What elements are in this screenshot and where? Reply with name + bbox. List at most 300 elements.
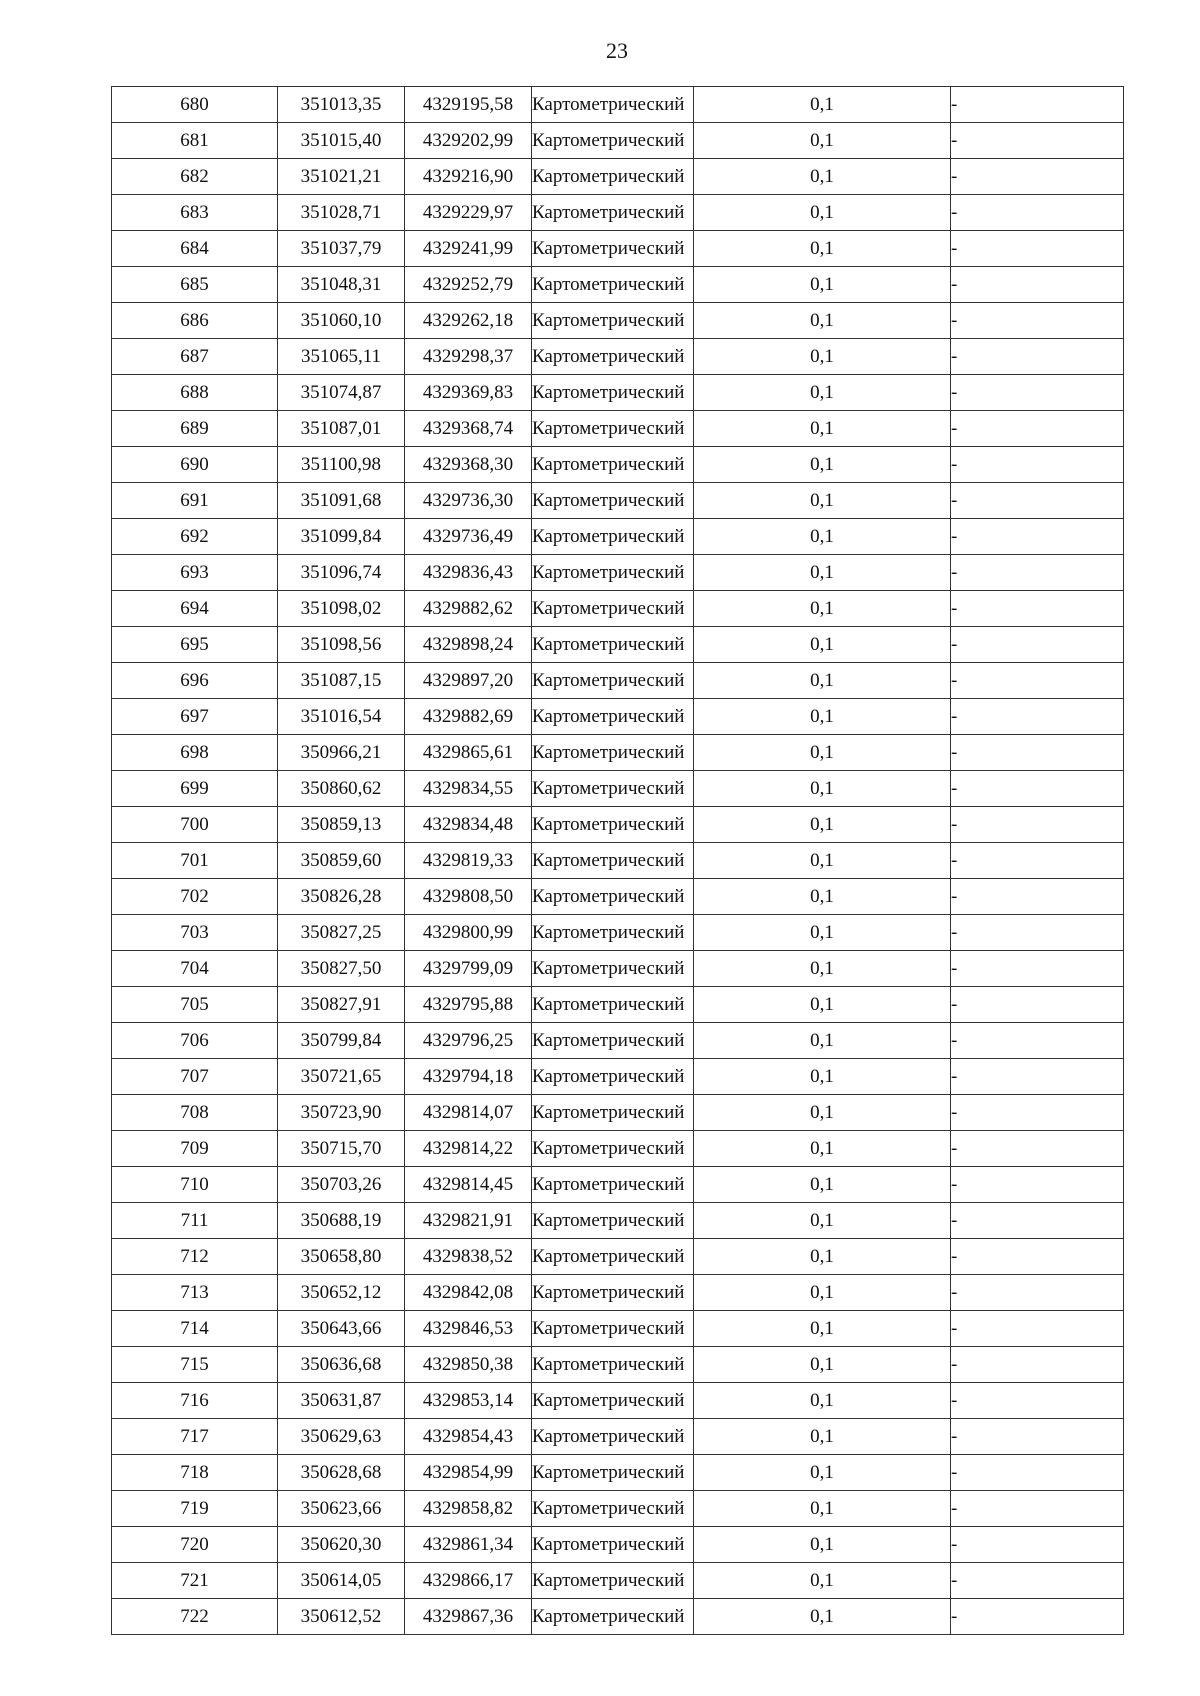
coordinates-table-body [112,87,1124,1635]
method-cell: Картометрический [532,1491,694,1527]
description-cell: - [951,1059,1124,1095]
method-cell: Картометрический [532,807,694,843]
table-row [112,1023,1124,1059]
description-cell: - [951,771,1124,807]
accuracy-cell: 0,1 [694,591,951,627]
y-coordinate-cell: 4329898,24 [405,627,532,663]
description-cell: - [951,1203,1124,1239]
method-cell: Картометрический [532,627,694,663]
y-coordinate-cell: 4329814,22 [405,1131,532,1167]
point-number-cell: 718 [112,1455,278,1491]
point-number-cell: 702 [112,879,278,915]
x-coordinate-cell: 351021,21 [278,159,405,195]
table-row [112,1599,1124,1635]
y-coordinate-cell: 4329882,69 [405,699,532,735]
table-row [112,735,1124,771]
point-number-cell: 696 [112,663,278,699]
method-cell: Картометрический [532,87,694,123]
method-cell: Картометрический [532,663,694,699]
point-number-cell: 690 [112,447,278,483]
table-row [112,1203,1124,1239]
y-coordinate-cell: 4329854,43 [405,1419,532,1455]
table-row [112,1311,1124,1347]
table-row [112,699,1124,735]
accuracy-cell: 0,1 [694,123,951,159]
point-number-cell: 711 [112,1203,278,1239]
method-cell: Картометрический [532,699,694,735]
method-cell: Картометрический [532,555,694,591]
description-cell: - [951,699,1124,735]
table-row [112,447,1124,483]
y-coordinate-cell: 4329368,30 [405,447,532,483]
point-number-cell: 684 [112,231,278,267]
method-cell: Картометрический [532,951,694,987]
description-cell: - [951,195,1124,231]
accuracy-cell: 0,1 [694,411,951,447]
y-coordinate-cell: 4329867,36 [405,1599,532,1635]
y-coordinate-cell: 4329216,90 [405,159,532,195]
coordinates-table [111,86,1124,1635]
method-cell: Картометрический [532,1527,694,1563]
point-number-cell: 693 [112,555,278,591]
point-number-cell: 698 [112,735,278,771]
y-coordinate-cell: 4329794,18 [405,1059,532,1095]
y-coordinate-cell: 4329368,74 [405,411,532,447]
table-row [112,1455,1124,1491]
x-coordinate-cell: 350859,60 [278,843,405,879]
table-row [112,807,1124,843]
y-coordinate-cell: 4329814,45 [405,1167,532,1203]
description-cell: - [951,1455,1124,1491]
table-row [112,1491,1124,1527]
description-cell: - [951,339,1124,375]
accuracy-cell: 0,1 [694,1095,951,1131]
description-cell: - [951,231,1124,267]
point-number-cell: 694 [112,591,278,627]
x-coordinate-cell: 350715,70 [278,1131,405,1167]
method-cell: Картометрический [532,1599,694,1635]
y-coordinate-cell: 4329808,50 [405,879,532,915]
y-coordinate-cell: 4329229,97 [405,195,532,231]
y-coordinate-cell: 4329796,25 [405,1023,532,1059]
y-coordinate-cell: 4329800,99 [405,915,532,951]
method-cell: Картометрический [532,1311,694,1347]
y-coordinate-cell: 4329795,88 [405,987,532,1023]
table-row [112,195,1124,231]
point-number-cell: 707 [112,1059,278,1095]
point-number-cell: 683 [112,195,278,231]
y-coordinate-cell: 4329866,17 [405,1563,532,1599]
description-cell: - [951,267,1124,303]
method-cell: Картометрический [532,123,694,159]
accuracy-cell: 0,1 [694,1563,951,1599]
y-coordinate-cell: 4329846,53 [405,1311,532,1347]
point-number-cell: 713 [112,1275,278,1311]
method-cell: Картометрический [532,591,694,627]
point-number-cell: 710 [112,1167,278,1203]
x-coordinate-cell: 351037,79 [278,231,405,267]
point-number-cell: 701 [112,843,278,879]
table-row [112,627,1124,663]
description-cell: - [951,1419,1124,1455]
point-number-cell: 688 [112,375,278,411]
description-cell: - [951,555,1124,591]
method-cell: Картометрический [532,1023,694,1059]
x-coordinate-cell: 351091,68 [278,483,405,519]
x-coordinate-cell: 350612,52 [278,1599,405,1635]
x-coordinate-cell: 351098,02 [278,591,405,627]
method-cell: Картометрический [532,843,694,879]
x-coordinate-cell: 351016,54 [278,699,405,735]
x-coordinate-cell: 350629,63 [278,1419,405,1455]
x-coordinate-cell: 350643,66 [278,1311,405,1347]
y-coordinate-cell: 4329195,58 [405,87,532,123]
table-row [112,879,1124,915]
x-coordinate-cell: 351096,74 [278,555,405,591]
description-cell: - [951,1167,1124,1203]
point-number-cell: 708 [112,1095,278,1131]
method-cell: Картометрический [532,771,694,807]
y-coordinate-cell: 4329202,99 [405,123,532,159]
accuracy-cell: 0,1 [694,1527,951,1563]
x-coordinate-cell: 351015,40 [278,123,405,159]
point-number-cell: 699 [112,771,278,807]
method-cell: Картометрический [532,1203,694,1239]
y-coordinate-cell: 4329897,20 [405,663,532,699]
point-number-cell: 695 [112,627,278,663]
accuracy-cell: 0,1 [694,555,951,591]
x-coordinate-cell: 350623,66 [278,1491,405,1527]
y-coordinate-cell: 4329819,33 [405,843,532,879]
table-row [112,1527,1124,1563]
point-number-cell: 722 [112,1599,278,1635]
table-row [112,1383,1124,1419]
point-number-cell: 697 [112,699,278,735]
point-number-cell: 712 [112,1239,278,1275]
point-number-cell: 704 [112,951,278,987]
table-row [112,1167,1124,1203]
accuracy-cell: 0,1 [694,627,951,663]
accuracy-cell: 0,1 [694,1239,951,1275]
accuracy-cell: 0,1 [694,663,951,699]
page-number: 23 [606,38,628,63]
table-row [112,123,1124,159]
point-number-cell: 719 [112,1491,278,1527]
description-cell: - [951,1491,1124,1527]
description-cell: - [951,375,1124,411]
x-coordinate-cell: 350827,91 [278,987,405,1023]
accuracy-cell: 0,1 [694,1203,951,1239]
accuracy-cell: 0,1 [694,1419,951,1455]
accuracy-cell: 0,1 [694,483,951,519]
x-coordinate-cell: 351098,56 [278,627,405,663]
description-cell: - [951,987,1124,1023]
accuracy-cell: 0,1 [694,1275,951,1311]
description-cell: - [951,843,1124,879]
x-coordinate-cell: 350966,21 [278,735,405,771]
accuracy-cell: 0,1 [694,807,951,843]
description-cell: - [951,1275,1124,1311]
x-coordinate-cell: 351060,10 [278,303,405,339]
accuracy-cell: 0,1 [694,87,951,123]
method-cell: Картометрический [532,1059,694,1095]
method-cell: Картометрический [532,1563,694,1599]
method-cell: Картометрический [532,159,694,195]
table-row [112,1131,1124,1167]
point-number-cell: 689 [112,411,278,447]
y-coordinate-cell: 4329838,52 [405,1239,532,1275]
accuracy-cell: 0,1 [694,1491,951,1527]
point-number-cell: 714 [112,1311,278,1347]
y-coordinate-cell: 4329882,62 [405,591,532,627]
table-row [112,375,1124,411]
description-cell: - [951,1347,1124,1383]
method-cell: Картометрический [532,1239,694,1275]
description-cell: - [951,1311,1124,1347]
table-row [112,843,1124,879]
accuracy-cell: 0,1 [694,843,951,879]
description-cell: - [951,519,1124,555]
y-coordinate-cell: 4329252,79 [405,267,532,303]
method-cell: Картометрический [532,303,694,339]
method-cell: Картометрический [532,915,694,951]
description-cell: - [951,1527,1124,1563]
x-coordinate-cell: 350826,28 [278,879,405,915]
point-number-cell: 685 [112,267,278,303]
table-row [112,411,1124,447]
method-cell: Картометрический [532,411,694,447]
y-coordinate-cell: 4329799,09 [405,951,532,987]
x-coordinate-cell: 351013,35 [278,87,405,123]
x-coordinate-cell: 350703,26 [278,1167,405,1203]
description-cell: - [951,1599,1124,1635]
description-cell: - [951,483,1124,519]
x-coordinate-cell: 350799,84 [278,1023,405,1059]
table-row [112,87,1124,123]
table-row [112,591,1124,627]
x-coordinate-cell: 351028,71 [278,195,405,231]
x-coordinate-cell: 350827,50 [278,951,405,987]
y-coordinate-cell: 4329736,49 [405,519,532,555]
accuracy-cell: 0,1 [694,1023,951,1059]
y-coordinate-cell: 4329241,99 [405,231,532,267]
x-coordinate-cell: 350636,68 [278,1347,405,1383]
accuracy-cell: 0,1 [694,1167,951,1203]
description-cell: - [951,1131,1124,1167]
accuracy-cell: 0,1 [694,447,951,483]
description-cell: - [951,1023,1124,1059]
accuracy-cell: 0,1 [694,519,951,555]
accuracy-cell: 0,1 [694,987,951,1023]
x-coordinate-cell: 351087,15 [278,663,405,699]
x-coordinate-cell: 350658,80 [278,1239,405,1275]
method-cell: Картометрический [532,1275,694,1311]
table-row [112,1347,1124,1383]
y-coordinate-cell: 4329853,14 [405,1383,532,1419]
point-number-cell: 717 [112,1419,278,1455]
y-coordinate-cell: 4329262,18 [405,303,532,339]
x-coordinate-cell: 351074,87 [278,375,405,411]
point-number-cell: 681 [112,123,278,159]
y-coordinate-cell: 4329814,07 [405,1095,532,1131]
x-coordinate-cell: 350859,13 [278,807,405,843]
point-number-cell: 692 [112,519,278,555]
y-coordinate-cell: 4329842,08 [405,1275,532,1311]
table-row [112,1419,1124,1455]
accuracy-cell: 0,1 [694,1383,951,1419]
point-number-cell: 715 [112,1347,278,1383]
x-coordinate-cell: 350628,68 [278,1455,405,1491]
point-number-cell: 691 [112,483,278,519]
x-coordinate-cell: 350652,12 [278,1275,405,1311]
accuracy-cell: 0,1 [694,231,951,267]
method-cell: Картометрический [532,267,694,303]
point-number-cell: 706 [112,1023,278,1059]
y-coordinate-cell: 4329369,83 [405,375,532,411]
accuracy-cell: 0,1 [694,879,951,915]
x-coordinate-cell: 351048,31 [278,267,405,303]
table-row [112,915,1124,951]
method-cell: Картометрический [532,1419,694,1455]
x-coordinate-cell: 350827,25 [278,915,405,951]
description-cell: - [951,1095,1124,1131]
method-cell: Картометрический [532,195,694,231]
description-cell: - [951,87,1124,123]
description-cell: - [951,591,1124,627]
point-number-cell: 721 [112,1563,278,1599]
method-cell: Картометрический [532,987,694,1023]
point-number-cell: 682 [112,159,278,195]
description-cell: - [951,627,1124,663]
table-row [112,1095,1124,1131]
y-coordinate-cell: 4329865,61 [405,735,532,771]
description-cell: - [951,159,1124,195]
accuracy-cell: 0,1 [694,1347,951,1383]
method-cell: Картометрический [532,1383,694,1419]
accuracy-cell: 0,1 [694,375,951,411]
method-cell: Картометрический [532,519,694,555]
description-cell: - [951,1563,1124,1599]
table-row [112,339,1124,375]
y-coordinate-cell: 4329858,82 [405,1491,532,1527]
accuracy-cell: 0,1 [694,1131,951,1167]
method-cell: Картометрический [532,375,694,411]
table-row [112,1275,1124,1311]
method-cell: Картометрический [532,1131,694,1167]
x-coordinate-cell: 351065,11 [278,339,405,375]
y-coordinate-cell: 4329736,30 [405,483,532,519]
table-row [112,951,1124,987]
table-row [112,987,1124,1023]
description-cell: - [951,915,1124,951]
accuracy-cell: 0,1 [694,951,951,987]
table-row [112,159,1124,195]
method-cell: Картометрический [532,1347,694,1383]
method-cell: Картометрический [532,231,694,267]
method-cell: Картометрический [532,1455,694,1491]
x-coordinate-cell: 350860,62 [278,771,405,807]
accuracy-cell: 0,1 [694,195,951,231]
method-cell: Картометрический [532,1095,694,1131]
x-coordinate-cell: 350723,90 [278,1095,405,1131]
accuracy-cell: 0,1 [694,267,951,303]
x-coordinate-cell: 351100,98 [278,447,405,483]
point-number-cell: 687 [112,339,278,375]
description-cell: - [951,1383,1124,1419]
accuracy-cell: 0,1 [694,915,951,951]
x-coordinate-cell: 350631,87 [278,1383,405,1419]
table-row [112,483,1124,519]
method-cell: Картометрический [532,447,694,483]
description-cell: - [951,303,1124,339]
y-coordinate-cell: 4329836,43 [405,555,532,591]
point-number-cell: 720 [112,1527,278,1563]
method-cell: Картометрический [532,339,694,375]
table-row [112,1059,1124,1095]
point-number-cell: 700 [112,807,278,843]
x-coordinate-cell: 350688,19 [278,1203,405,1239]
description-cell: - [951,663,1124,699]
y-coordinate-cell: 4329854,99 [405,1455,532,1491]
y-coordinate-cell: 4329834,55 [405,771,532,807]
x-coordinate-cell: 351087,01 [278,411,405,447]
y-coordinate-cell: 4329298,37 [405,339,532,375]
table-row [112,267,1124,303]
x-coordinate-cell: 350620,30 [278,1527,405,1563]
point-number-cell: 716 [112,1383,278,1419]
point-number-cell: 709 [112,1131,278,1167]
point-number-cell: 703 [112,915,278,951]
table-row [112,771,1124,807]
method-cell: Картометрический [532,1167,694,1203]
accuracy-cell: 0,1 [694,339,951,375]
description-cell: - [951,735,1124,771]
table-row [112,303,1124,339]
method-cell: Картометрический [532,483,694,519]
y-coordinate-cell: 4329834,48 [405,807,532,843]
accuracy-cell: 0,1 [694,1311,951,1347]
description-cell: - [951,951,1124,987]
point-number-cell: 686 [112,303,278,339]
description-cell: - [951,447,1124,483]
table-row [112,555,1124,591]
accuracy-cell: 0,1 [694,1599,951,1635]
description-cell: - [951,1239,1124,1275]
point-number-cell: 680 [112,87,278,123]
table-row [112,519,1124,555]
x-coordinate-cell: 350614,05 [278,1563,405,1599]
accuracy-cell: 0,1 [694,303,951,339]
y-coordinate-cell: 4329850,38 [405,1347,532,1383]
x-coordinate-cell: 351099,84 [278,519,405,555]
accuracy-cell: 0,1 [694,1059,951,1095]
table-row [112,231,1124,267]
accuracy-cell: 0,1 [694,1455,951,1491]
accuracy-cell: 0,1 [694,771,951,807]
point-number-cell: 705 [112,987,278,1023]
table-row [112,1563,1124,1599]
x-coordinate-cell: 350721,65 [278,1059,405,1095]
accuracy-cell: 0,1 [694,735,951,771]
accuracy-cell: 0,1 [694,159,951,195]
accuracy-cell: 0,1 [694,699,951,735]
description-cell: - [951,411,1124,447]
method-cell: Картометрический [532,735,694,771]
method-cell: Картометрический [532,879,694,915]
y-coordinate-cell: 4329821,91 [405,1203,532,1239]
description-cell: - [951,879,1124,915]
description-cell: - [951,807,1124,843]
